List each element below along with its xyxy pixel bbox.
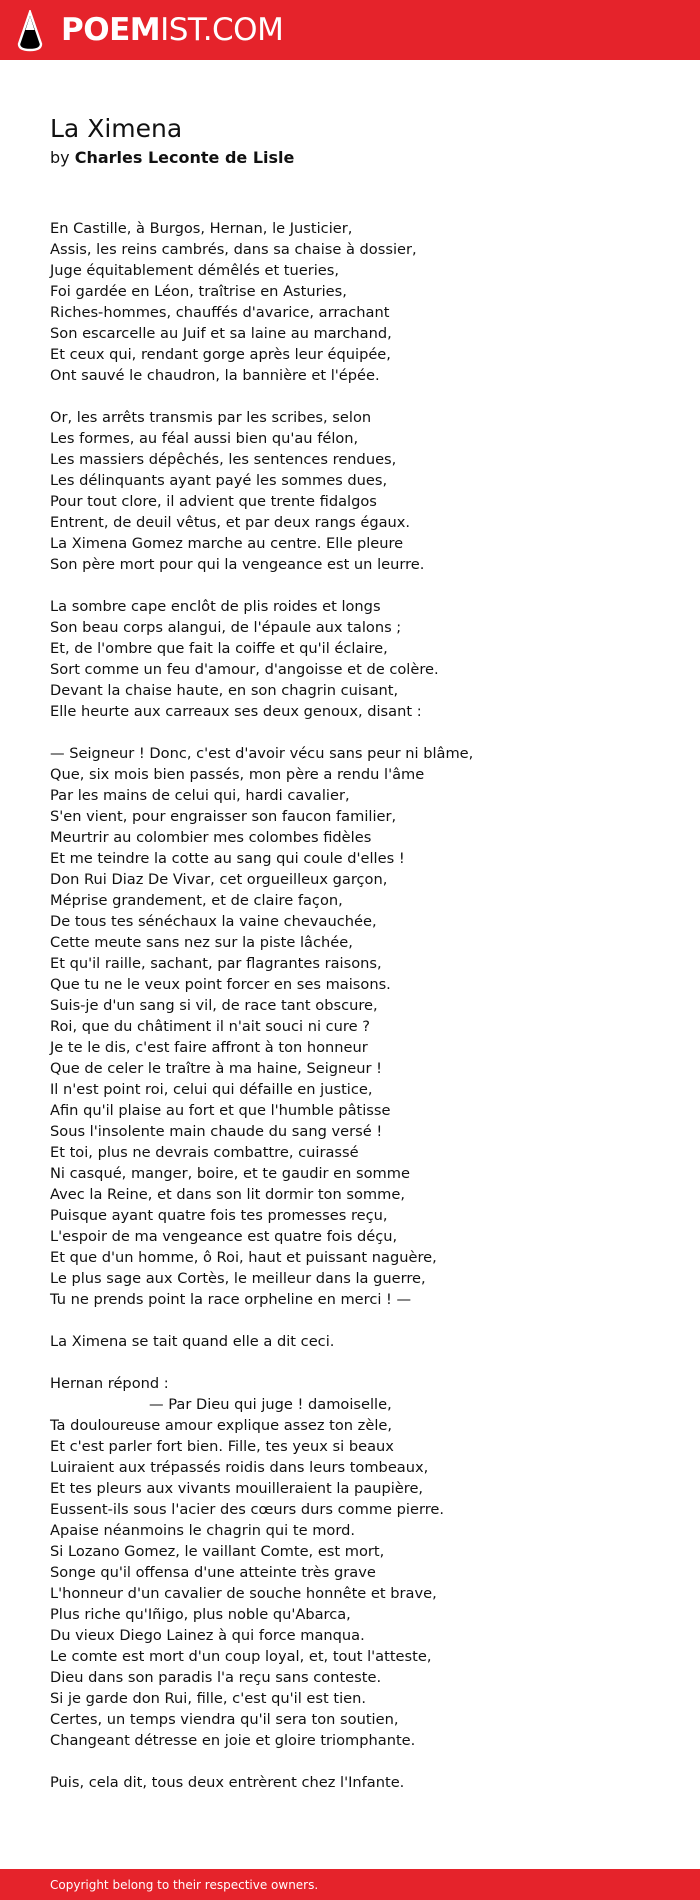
poem-line: Avec la Reine, et dans son lit dormir ton somme, (50, 1186, 405, 1203)
poem-line: Afin qu'il plaise au fort et que l'humble pâtisse (50, 1102, 391, 1119)
stanza (50, 407, 650, 575)
poem-line: Que, six mois bien passés, mon père a rendu l'âme (50, 766, 425, 783)
poem-line: Les délinquants ayant payé les sommes dues, (50, 472, 388, 489)
poem-line: Luiraient aux trépassés roidis dans leurs tombeaux, (50, 1459, 429, 1476)
poem-line: En Castille, à Burgos, Hernan, le Justicier, (50, 220, 353, 237)
poem-line: Sous l'insolente main chaude du sang versé ! (50, 1123, 383, 1140)
poem-line: S'en vient, pour engraisser son faucon familier, (50, 808, 397, 825)
copyright-text: Copyright belong to their respective owners. (50, 1878, 319, 1892)
poem-line: Et me teindre la cotte au sang qui coule d'elles ! (50, 850, 405, 867)
poem-line: Par les mains de celui qui, hardi cavalier, (50, 787, 350, 804)
poem-line: Puis, cela dit, tous deux entrèrent chez l'Infante. (50, 1774, 405, 1791)
poem-line: — Par Dieu qui juge ! damoiselle, (149, 1396, 392, 1413)
poem-line: Et tes pleurs aux vivants mouilleraient la paupière, (50, 1480, 424, 1497)
poem-line: Du vieux Diego Lainez à qui force manqua. (50, 1627, 365, 1644)
poem-line: Plus riche qu'Iñigo, plus noble qu'Abarca, (50, 1606, 351, 1623)
poem-line: Il n'est point roi, celui qui défaille en justice, (50, 1081, 373, 1098)
poem-line: Juge équitablement démêlés et tueries, (50, 262, 340, 279)
author-name[interactable]: Charles Leconte de Lisle (74, 148, 295, 167)
poem-line: Dieu dans son paradis l'a reçu sans conteste. (50, 1669, 382, 1686)
poem-body (50, 218, 650, 1793)
byline (50, 146, 650, 170)
poem-line: Suis-je d'un sang si vil, de race tant obscure, (50, 997, 378, 1014)
poem-line: Eussent-ils sous l'acier des cœurs durs comme pierre. (50, 1501, 444, 1518)
poem-line: Apaise néanmoins le chagrin qui te mord. (50, 1522, 356, 1539)
poem-line: Et c'est parler fort bien. Fille, tes yeux si beaux (50, 1438, 394, 1455)
poem-line: Et qu'il raille, sachant, par flagrantes raisons, (50, 955, 382, 972)
poem-line: Sort comme un feu d'amour, d'angoisse et de colère. (50, 661, 439, 678)
poem-content (50, 112, 650, 1814)
poem-line: Et ceux qui, rendant gorge après leur équipée, (50, 346, 391, 363)
poem-line: Roi, que du châtiment il n'ait souci ni cure ? (50, 1018, 370, 1035)
poem-line: Puisque ayant quatre fois tes promesses reçu, (50, 1207, 388, 1224)
poem-line: Je te le dis, c'est faire affront à ton honneur (50, 1039, 368, 1056)
poem-line: Tu ne prends point la race orpheline en merci ! — (50, 1291, 412, 1308)
poem-line: Ta douloureuse amour explique assez ton zèle, (50, 1417, 392, 1434)
poem-line: La Ximena Gomez marche au centre. Elle pleure (50, 535, 404, 552)
poem-title: La Ximena (50, 114, 183, 143)
poem-line: Changeant détresse en joie et gloire triomphante. (50, 1732, 416, 1749)
poem-line: Devant la chaise haute, en son chagrin cuisant, (50, 682, 399, 699)
poem-line: De tous tes sénéchaux la vaine chevauchée, (50, 913, 377, 930)
site-header (0, 0, 700, 60)
poem-line: — Seigneur ! Donc, c'est d'avoir vécu sans peur ni blâme, (50, 745, 474, 762)
brand-light: IST.COM (160, 12, 284, 48)
poem-line: La Ximena se tait quand elle a dit ceci. (50, 1333, 335, 1350)
poem-line: Cette meute sans nez sur la piste lâchée, (50, 934, 353, 951)
stanza (50, 1772, 650, 1793)
poem-line: Don Rui Diaz De Vivar, cet orgueilleux garçon, (50, 871, 388, 888)
stanza (50, 596, 650, 722)
poem-line: L'honneur d'un cavalier de souche honnête et brave, (50, 1585, 437, 1602)
brand-bold: POEM (61, 12, 161, 48)
poem-line: Et, de l'ombre que fait la coiffe et qu'il éclaire, (50, 640, 388, 657)
poem-line: Le plus sage aux Cortès, le meilleur dans la guerre, (50, 1270, 426, 1287)
poem-line: Ont sauvé le chaudron, la bannière et l'épée. (50, 367, 380, 384)
poem-line: Certes, un temps viendra qu'il sera ton soutien, (50, 1711, 399, 1728)
poem-line: Hernan répond : (50, 1375, 169, 1392)
by-prefix: by (50, 148, 70, 167)
poem-line: Si Lozano Gomez, le vaillant Comte, est mort, (50, 1543, 385, 1560)
poem-line: Son escarcelle au Juif et sa laine au marchand, (50, 325, 392, 342)
poem-line: Son père mort pour qui la vengeance est un leurre. (50, 556, 425, 573)
poem-line: Ni casqué, manger, boire, et te gaudir en somme (50, 1165, 410, 1182)
site-logo-text[interactable] (61, 10, 283, 50)
poem-line: Foi gardée en Léon, traîtrise en Asturies, (50, 283, 347, 300)
poem-line: Les formes, au féal aussi bien qu'au félon, (50, 430, 359, 447)
poem-line: Si je garde don Rui, fille, c'est qu'il est tien. (50, 1690, 367, 1707)
poem-line: Que de celer le traître à ma haine, Seigneur ! (50, 1060, 382, 1077)
poem-line: Songe qu'il offensa d'une atteinte très grave (50, 1564, 376, 1581)
poem-line: Entrent, de deuil vêtus, et par deux rangs égaux. (50, 514, 411, 531)
poem-line: Son beau corps alangui, de l'épaule aux talons ; (50, 619, 402, 636)
site-footer (0, 1869, 700, 1900)
poem-line: La sombre cape enclôt de plis roides et longs (50, 598, 381, 615)
pencil-tip-icon[interactable] (17, 10, 43, 52)
poem-line: Riches-hommes, chauffés d'avarice, arrachant (50, 304, 390, 321)
stanza (50, 218, 650, 386)
poem-line: Assis, les reins cambrés, dans sa chaise à dossier, (50, 241, 417, 258)
poem-line: Pour tout clore, il advient que trente fidalgos (50, 493, 377, 510)
poem-line: Le comte est mort d'un coup loyal, et, tout l'atteste, (50, 1648, 432, 1665)
poem-line: Méprise grandement, et de claire façon, (50, 892, 343, 909)
poem-line: Et toi, plus ne devrais combattre, cuirassé (50, 1144, 359, 1161)
poem-line: Meurtrir au colombier mes colombes fidèles (50, 829, 372, 846)
poem-line: Or, les arrêts transmis par les scribes, selon (50, 409, 372, 426)
poem-line: Les massiers dépêchés, les sentences rendues, (50, 451, 397, 468)
poem-line: Elle heurte aux carreaux ses deux genoux, disant : (50, 703, 422, 720)
poem-line: L'espoir de ma vengeance est quatre fois déçu, (50, 1228, 398, 1245)
poem-line: Que tu ne le veux point forcer en ses maisons. (50, 976, 391, 993)
stanza (50, 1331, 650, 1352)
stanza (50, 743, 650, 1310)
poem-line: Et que d'un homme, ô Roi, haut et puissant naguère, (50, 1249, 437, 1266)
stanza (50, 1373, 650, 1751)
